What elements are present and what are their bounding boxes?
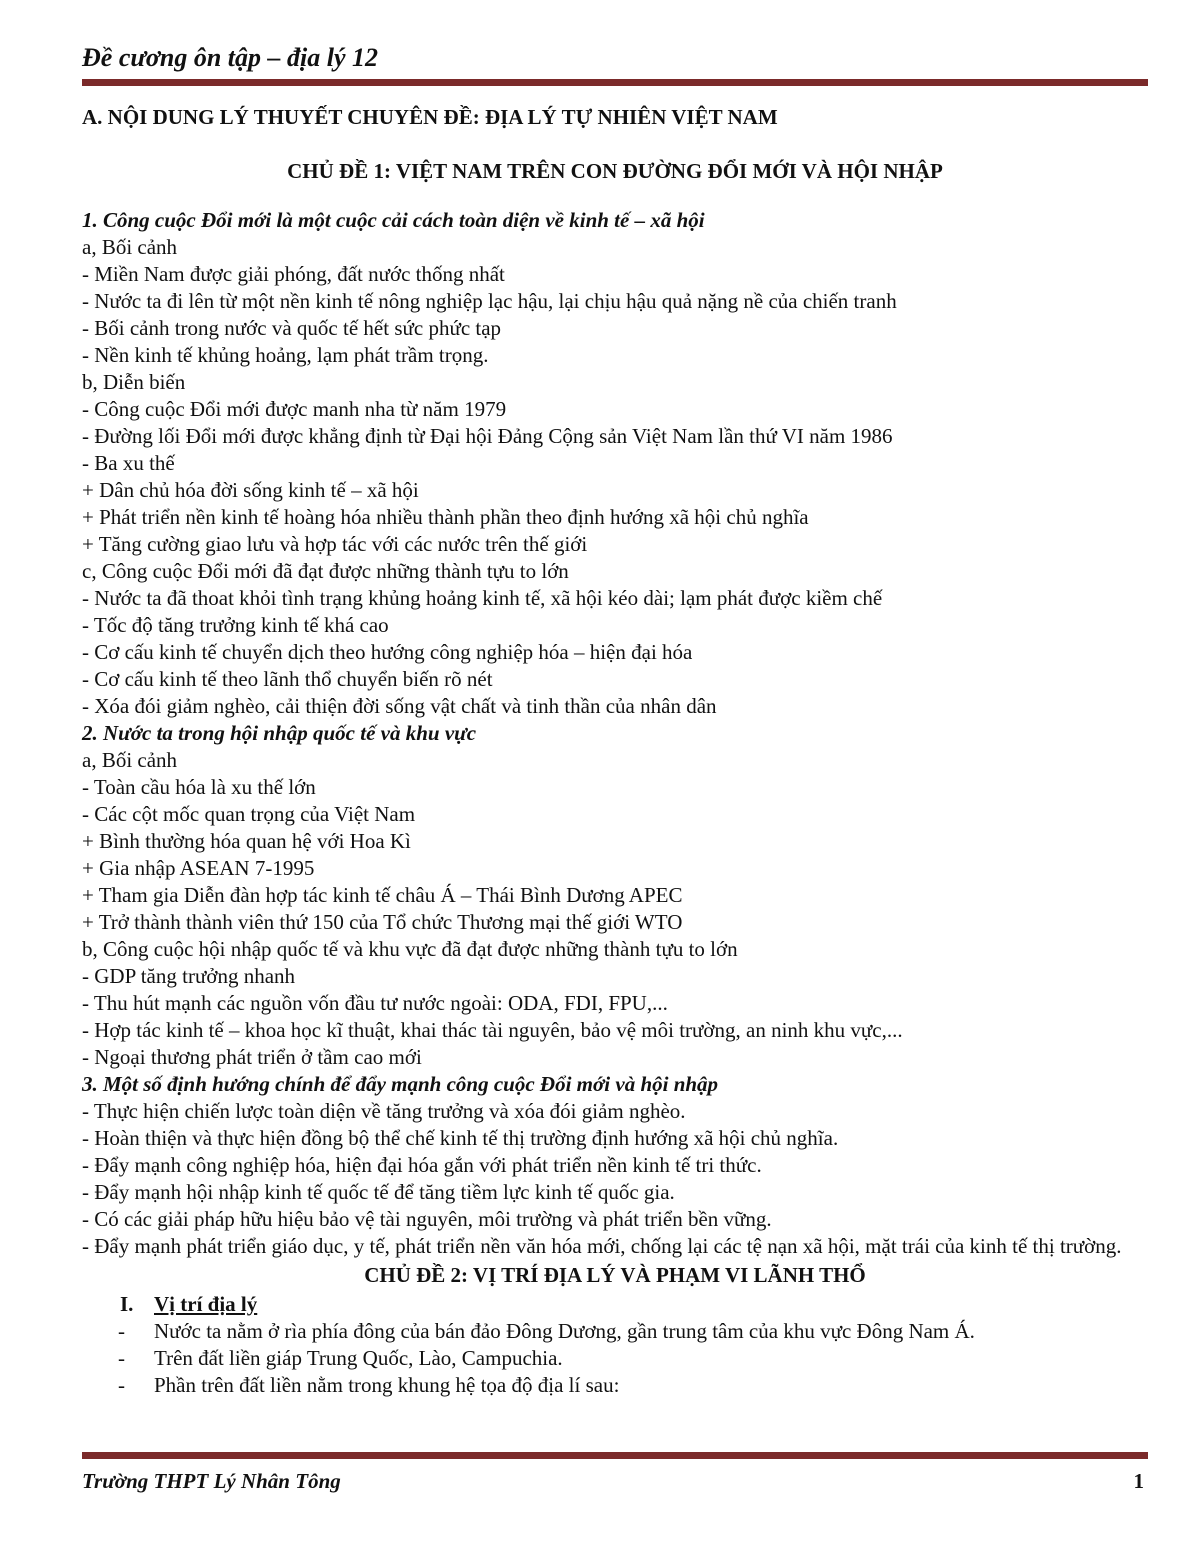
list-item <box>82 1372 1148 1399</box>
topic-2-title: CHỦ ĐỀ 2: VỊ TRÍ ĐỊA LÝ VÀ PHẠM VI LÃNH THỔ <box>364 1263 866 1287</box>
topic-1-part-2-heading: 2. Nước ta trong hội nhập quốc tế và khu vực <box>82 721 477 745</box>
text-line: - Đẩy mạnh phát triển giáo dục, y tế, phát triển nền văn hóa mới, chống lại các tệ nạn xã hội, mặt trái của kinh tế thị trường. <box>82 1234 1122 1258</box>
header-divider <box>82 79 1148 86</box>
text-line: + Tham gia Diễn đàn hợp tác kinh tế châu Á – Thái Bình Dương APEC <box>82 883 683 907</box>
text-line: - Hoàn thiện và thực hiện đồng bộ thể chế kinh tế thị trường định hướng xã hội chủ nghĩa. <box>82 1126 839 1150</box>
document-body <box>82 100 1148 1399</box>
list-item-text: Nước ta nằm ở rìa phía đông của bán đảo Đông Dương, gần trung tâm của khu vực Đông Nam Á. <box>154 1319 975 1343</box>
topic-1-part-2-list <box>82 747 1148 1071</box>
topic-1-title: CHỦ ĐỀ 1: VIỆT NAM TRÊN CON ĐƯỜNG ĐỔI MỚI VÀ HỘI NHẬP <box>287 159 943 183</box>
list-item <box>82 1318 1148 1345</box>
text-line: - Ngoại thương phát triển ở tầm cao mới <box>82 1045 422 1069</box>
topic-2-section-1-list <box>82 1318 1148 1399</box>
text-line: + Phát triển nền kinh tế hoàng hóa nhiều thành phần theo định hướng xã hội chủ nghĩa <box>82 505 809 529</box>
section-number: I. <box>120 1292 134 1316</box>
text-line: c, Công cuộc Đổi mới đã đạt được những thành tựu to lớn <box>82 559 569 583</box>
text-line: + Gia nhập ASEAN 7-1995 <box>82 856 315 880</box>
text-line: - Cơ cấu kinh tế theo lãnh thổ chuyển biến rõ nét <box>82 667 493 691</box>
text-line: - Đẩy mạnh hội nhập kinh tế quốc tế để tăng tiềm lực kinh tế quốc gia. <box>82 1180 675 1204</box>
text-line: + Tăng cường giao lưu và hợp tác với các nước trên thế giới <box>82 532 588 556</box>
text-line: - Toàn cầu hóa là xu thế lớn <box>82 775 316 799</box>
text-line: - Cơ cấu kinh tế chuyển dịch theo hướng công nghiệp hóa – hiện đại hóa <box>82 640 693 664</box>
text-line: - Ba xu thế <box>82 451 175 475</box>
footer-divider <box>82 1452 1148 1459</box>
topic-1-part-3-list <box>82 1098 1148 1260</box>
text-line: - Nước ta đi lên từ một nền kinh tế nông nghiệp lạc hậu, lại chịu hậu quả nặng nề của chiến tranh <box>82 289 897 313</box>
text-line: + Trở thành thành viên thứ 150 của Tổ chức Thương mại thế giới WTO <box>82 910 683 934</box>
text-line: - Có các giải pháp hữu hiệu bảo vệ tài nguyên, môi trường và phát triển bền vững. <box>82 1207 772 1231</box>
topic-1-part-1-heading: 1. Công cuộc Đổi mới là một cuộc cải cách toàn diện về kinh tế – xã hội <box>82 208 705 232</box>
topic-1-part-3-heading: 3. Một số định hướng chính để đẩy mạnh công cuộc Đổi mới và hội nhập <box>82 1072 719 1096</box>
list-dash: - <box>118 1346 125 1370</box>
text-line: - Đường lối Đổi mới được khẳng định từ Đại hội Đảng Cộng sản Việt Nam lần thứ VI năm 1986 <box>82 424 893 448</box>
text-line: - Thực hiện chiến lược toàn diện về tăng trưởng và xóa đói giảm nghèo. <box>82 1099 686 1123</box>
footer-school-name: Trường THPT Lý Nhân Tông <box>82 1469 341 1493</box>
text-line: + Bình thường hóa quan hệ với Hoa Kì <box>82 829 411 853</box>
list-dash: - <box>118 1319 125 1343</box>
text-line: - Miền Nam được giải phóng, đất nước thống nhất <box>82 262 505 286</box>
list-item-text: Trên đất liền giáp Trung Quốc, Lào, Campuchia. <box>154 1346 563 1370</box>
text-line: - Hợp tác kinh tế – khoa học kĩ thuật, khai thác tài nguyên, bảo vệ môi trường, an ninh khu vực,... <box>82 1018 903 1042</box>
text-line: - GDP tăng trưởng nhanh <box>82 964 296 988</box>
text-line: - Các cột mốc quan trọng của Việt Nam <box>82 802 416 826</box>
text-line: - Đẩy mạnh công nghiệp hóa, hiện đại hóa gắn với phát triển nền kinh tế tri thức. <box>82 1153 762 1177</box>
document-header-title: Đề cương ôn tập – địa lý 12 <box>82 43 379 72</box>
topic-1-part-1-list <box>82 234 1148 720</box>
text-line: - Công cuộc Đổi mới được manh nha từ năm 1979 <box>82 397 507 421</box>
text-line: a, Bối cảnh <box>82 235 178 259</box>
page-number: 1 <box>1133 1469 1144 1493</box>
text-line: - Nền kinh tế khủng hoảng, lạm phát trầm trọng. <box>82 343 489 367</box>
list-item <box>82 1345 1148 1372</box>
text-line: - Xóa đói giảm nghèo, cải thiện đời sống vật chất và tinh thần của nhân dân <box>82 694 717 718</box>
text-line: + Dân chủ hóa đời sống kinh tế – xã hội <box>82 478 419 502</box>
text-line: b, Công cuộc hội nhập quốc tế và khu vực đã đạt được những thành tựu to lớn <box>82 937 738 961</box>
section-a-title: A. NỘI DUNG LÝ THUYẾT CHUYÊN ĐỀ: ĐỊA LÝ TỰ NHIÊN VIỆT NAM <box>82 105 778 129</box>
list-item-text: Phần trên đất liền nằm trong khung hệ tọa độ địa lí sau: <box>154 1373 620 1397</box>
text-line: - Thu hút mạnh các nguồn vốn đầu tư nước ngoài: ODA, FDI, FPU,... <box>82 991 668 1015</box>
text-line: a, Bối cảnh <box>82 748 178 772</box>
text-line: - Nước ta đã thoat khỏi tình trạng khủng hoảng kinh tế, xã hội kéo dài; lạm phát được kiềm chế <box>82 586 883 610</box>
section-heading <box>82 1289 1148 1318</box>
section-label: Vị trí địa lý <box>154 1292 258 1316</box>
text-line: - Bối cảnh trong nước và quốc tế hết sức phức tạp <box>82 316 502 340</box>
text-line: b, Diễn biến <box>82 370 186 394</box>
list-dash: - <box>118 1373 125 1397</box>
text-line: - Tốc độ tăng trưởng kinh tế khá cao <box>82 613 389 637</box>
